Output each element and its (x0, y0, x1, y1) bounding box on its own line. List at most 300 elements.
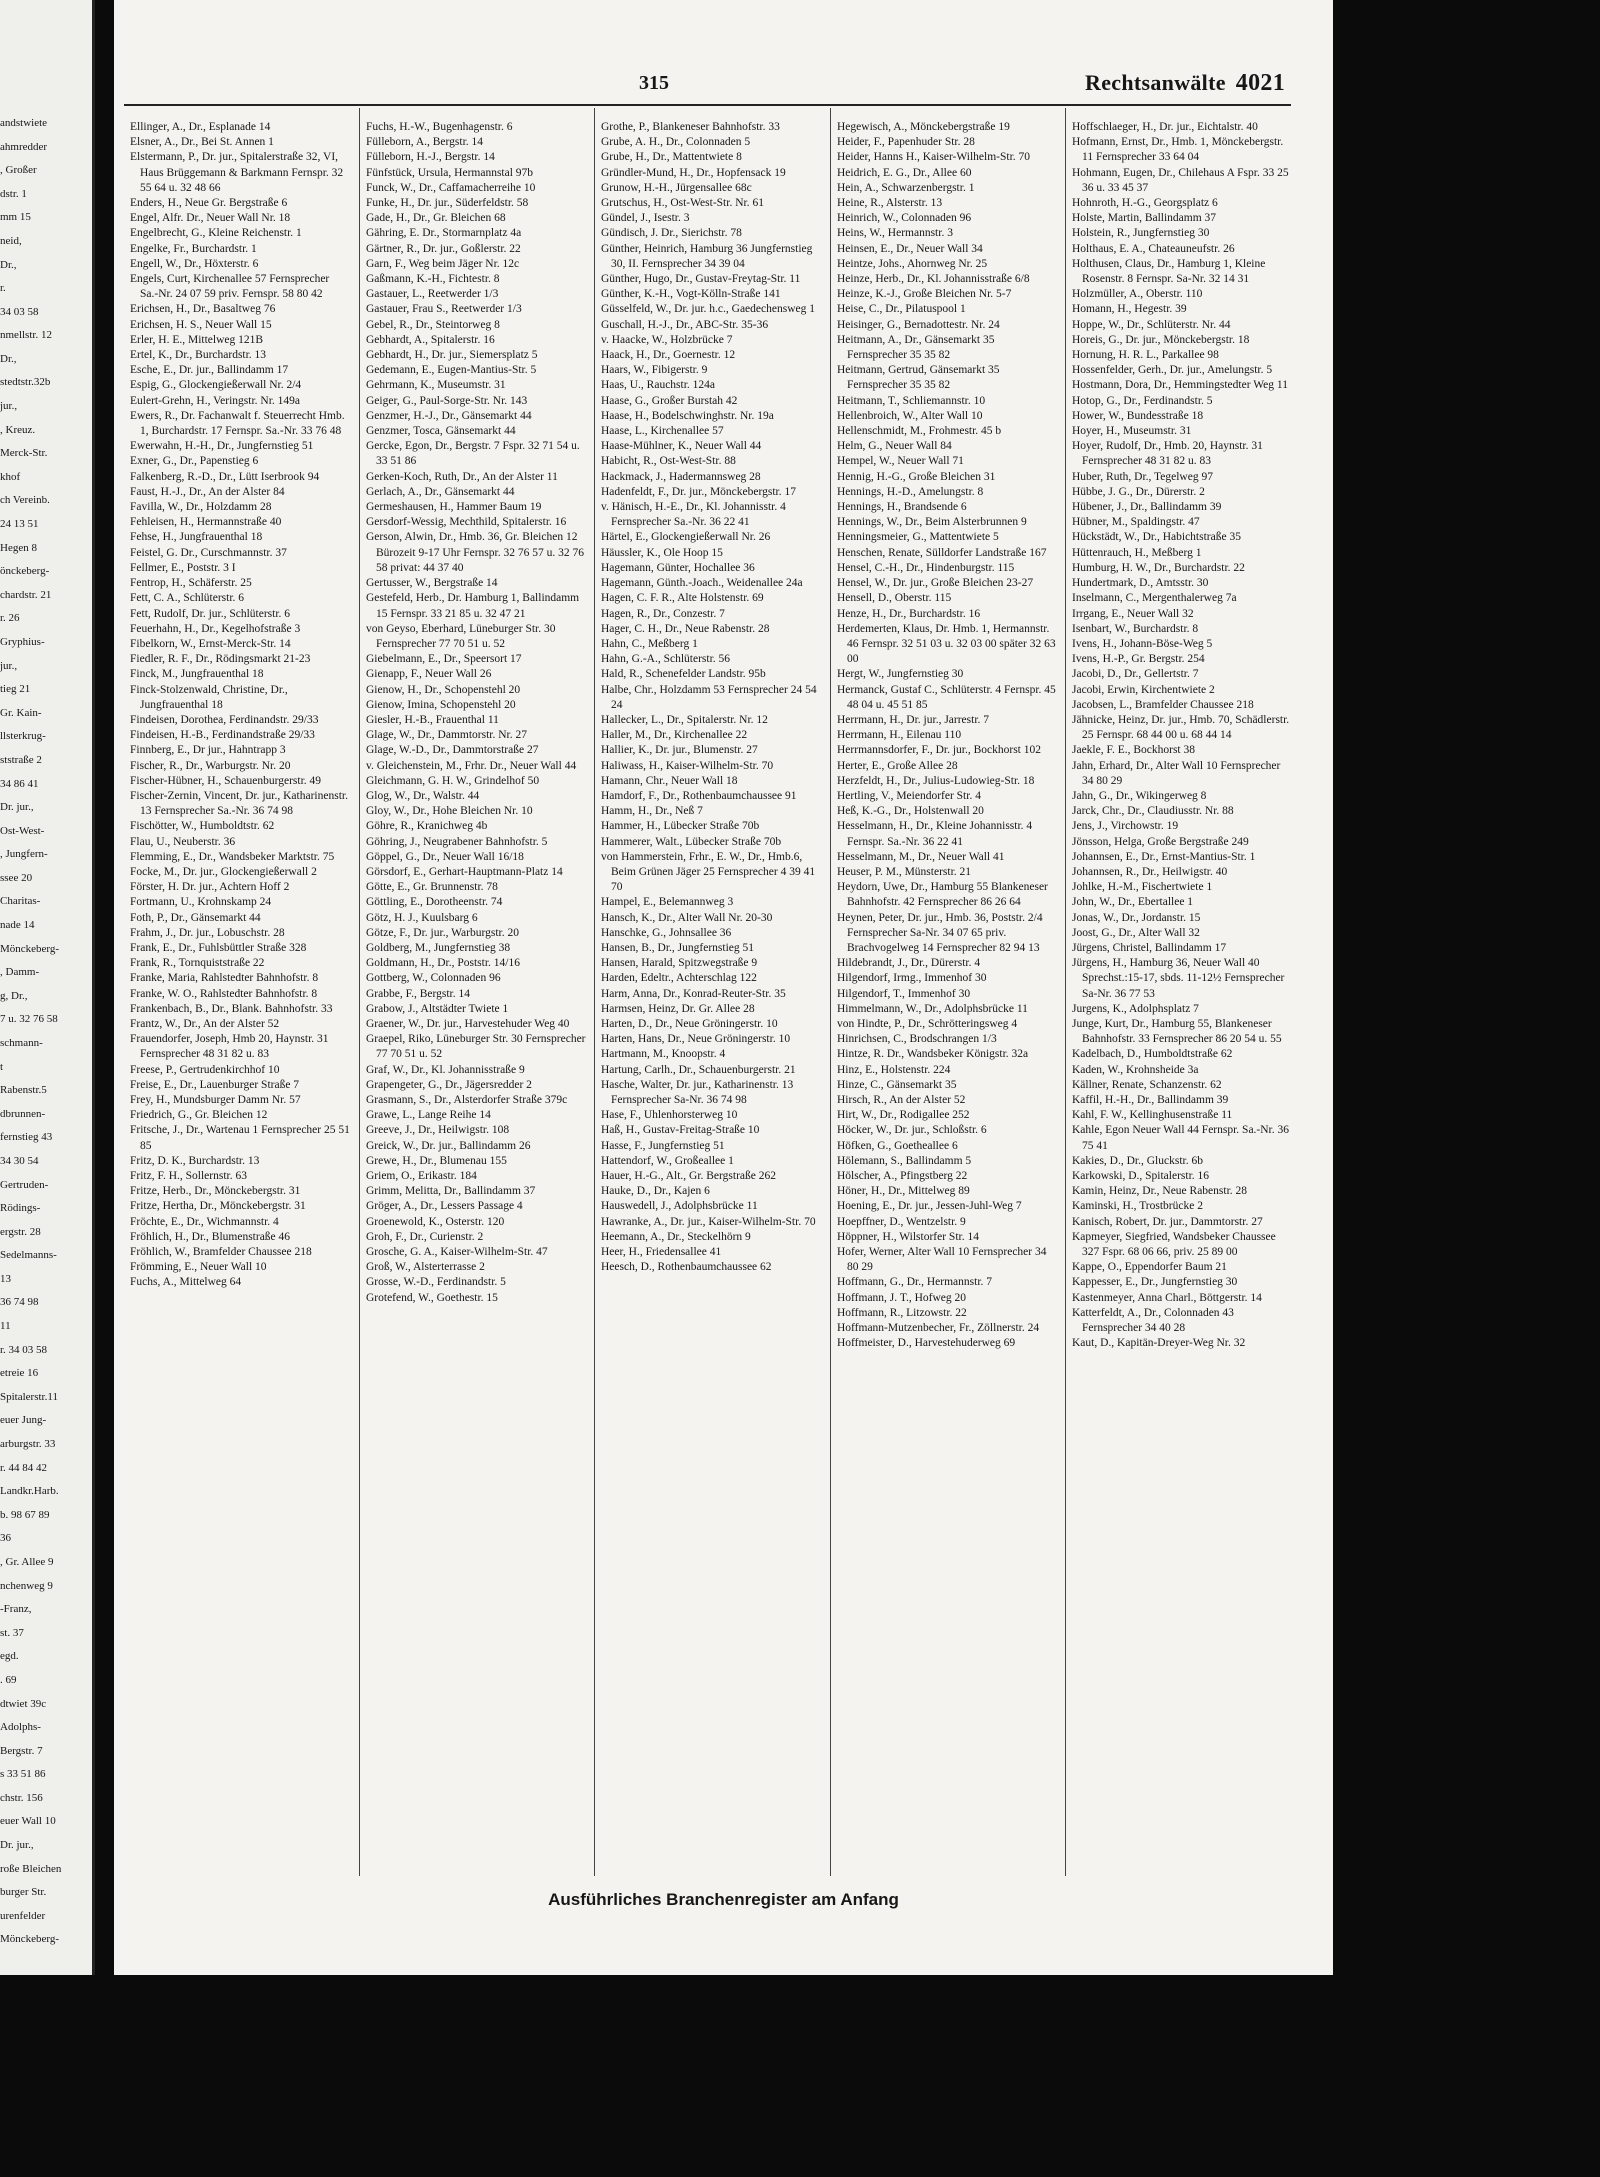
facing-page-fragment: ch Vereinb. (0, 494, 50, 507)
directory-entry: Göppel, G., Dr., Neuer Wall 16/18 (366, 850, 524, 863)
directory-entry: Heydorn, Uwe, Dr., Hamburg 55 Blankeneser Bahnhofstr. 42 Fernsprecher 86 26 64 (837, 881, 1048, 909)
directory-entry: Heer, H., Friedensallee 41 (601, 1246, 722, 1259)
directory-entry: Grimm, Melitta, Dr., Ballindamm 37 (366, 1185, 536, 1198)
directory-entry: Grosche, G. A., Kaiser-Wilhelm-Str. 47 (366, 1246, 548, 1259)
directory-entry: Jönsson, Helga, Große Bergstraße 249 (1072, 835, 1249, 848)
facing-page-fragment: 7 u. 32 76 58 (0, 1013, 58, 1026)
facing-page-fragment: dbrunnen- (0, 1107, 46, 1120)
directory-entry: Hensel, W., Dr. jur., Große Bleichen 23-27 (837, 577, 1034, 590)
directory-entry: Hölemann, S., Ballindamm 5 (837, 1154, 972, 1167)
directory-entry: Herter, E., Große Allee 28 (837, 759, 958, 772)
facing-page-fragment: andstwiete (0, 117, 48, 129)
directory-entry: Gersdorf-Wessig, Mechthild, Spitalerstr. 16 (366, 516, 567, 529)
directory-entry: Hager, C. H., Dr., Neue Rabenstr. 28 (601, 622, 770, 635)
directory-entry: Hirsch, R., An der Alster 52 (837, 1094, 966, 1106)
directory-entry: Ellinger, A., Dr., Esplanade 14 (130, 121, 271, 133)
directory-entry: Fröhlich, W., Bramfelder Chaussee 218 (130, 1246, 312, 1259)
directory-entry: Hückstädt, W., Dr., Habichtstraße 35 (1072, 531, 1241, 544)
directory-entry: Fritze, Hertha, Dr., Mönckebergstr. 31 (130, 1200, 306, 1213)
directory-entry: Huber, Ruth, Dr., Tegelweg 97 (1072, 470, 1213, 483)
directory-entry: Hansen, B., Dr., Jungfernstieg 51 (601, 941, 754, 954)
directory-entry: Gerken-Koch, Ruth, Dr., An der Alster 11 (366, 470, 558, 483)
directory-entry: Finck, M., Jungfrauenthal 18 (130, 668, 264, 681)
directory-entry: Jonas, W., Dr., Jordanstr. 15 (1072, 911, 1201, 924)
directory-entry: Jürgens, H., Hamburg 36, Neuer Wall 40 Sprechst.:15-17, sbds. 11-12½ Fernsprecher Sa-Nr. 36 77 53 (1072, 957, 1285, 1000)
directory-entry: Hübbe, J. G., Dr., Dürerstr. 2 (1072, 485, 1205, 498)
directory-entry: Jens, J., Virchowstr. 19 (1072, 820, 1179, 833)
facing-page-fragment: nade 14 (0, 919, 35, 932)
directory-entry: Jacobi, Erwin, Kirchentwiete 2 (1072, 683, 1215, 696)
directory-entry: Habicht, R., Ost-West-Str. 88 (601, 455, 736, 468)
directory-entry: von Hammerstein, Frhr., E. W., Dr., Hmb.6, Beim Grünen Jäger 25 Fernsprecher 4 39 41 70 (601, 850, 816, 894)
facing-page-fragment: önckeberg- (0, 565, 50, 578)
facing-page-fragment: burger Str. (0, 1886, 47, 1899)
directory-entry: Hase, F., Uhlenhorsterweg 10 (601, 1109, 738, 1122)
directory-entry: Hauswedell, J., Adolphsbrücke 11 (601, 1200, 758, 1213)
directory-entry: Holthusen, Claus, Dr., Hamburg 1, Kleine Rosenstr. 8 Fernspr. Sa-Nr. 32 14 31 (1072, 257, 1266, 286)
directory-entry: Hennings, W., Dr., Beim Alsterbrunnen 9 (837, 516, 1027, 529)
directory-entry: Hoffmann, G., Dr., Hermannstr. 7 (837, 1276, 993, 1289)
directory-entry: Grewe, H., Dr., Blumenau 155 (366, 1154, 507, 1167)
directory-entry: Kaminski, H., Trostbrücke 2 (1072, 1200, 1203, 1213)
section-title: Rechtsanwälte (1085, 70, 1226, 95)
directory-entry: Hackmack, J., Hadermannsweg 28 (601, 470, 761, 483)
directory-entry: Haack, H., Dr., Goernestr. 12 (601, 349, 736, 362)
directory-entry: Gerlach, A., Dr., Gänsemarkt 44 (366, 485, 515, 498)
previous-page-edge (0, 0, 95, 1975)
facing-page-fragment: chstr. 156 (0, 1791, 43, 1804)
directory-entry: Goldmann, H., Dr., Poststr. 14/16 (366, 957, 520, 970)
directory-entry: Feistel, G. Dr., Curschmannstr. 37 (130, 546, 287, 559)
facing-page-fragment: nchenweg 9 (0, 1579, 53, 1592)
directory-entry: Hinz, E., Holstenstr. 224 (837, 1063, 951, 1076)
directory-entry: Hoening, E., Dr. jur., Jessen-Juhl-Weg 7 (837, 1200, 1022, 1213)
directory-entry: Heine, R., Alsterstr. 13 (837, 197, 943, 210)
directory-entry: Hampel, E., Belemannweg 3 (601, 896, 734, 909)
facing-page-fragment: Sedelmanns- (0, 1249, 57, 1262)
directory-entry: Hein, A., Schwarzenbergstr. 1 (837, 181, 975, 194)
directory-entry: Hermanck, Gustaf C., Schlüterstr. 4 Fernspr. 45 48 04 u. 45 51 85 (837, 683, 1056, 711)
facing-page-fragment: Hegen 8 (0, 541, 37, 554)
directory-entry: Katterfeldt, A., Dr., Colonnaden 43 Fernsprecher 34 40 28 (1072, 1306, 1234, 1335)
directory-entry: Fett, C. A., Schlüterstr. 6 (130, 592, 245, 605)
directory-entry: Groh, F., Dr., Curienstr. 2 (366, 1230, 484, 1243)
directory-entry: Heinze, Herb., Dr., Kl. Johannisstraße 6/8 (837, 273, 1030, 286)
directory-entry: Falkenberg, R.-D., Dr., Lütt Iserbrook 94 (130, 470, 320, 483)
directory-entry: Jaekle, F. E., Bockhorst 38 (1072, 744, 1196, 757)
directory-entry: Fortmann, U., Krohnskamp 24 (130, 896, 272, 909)
directory-entry: Gade, H., Dr., Gr. Bleichen 68 (366, 212, 506, 225)
facing-page-fragment: schmann- (0, 1037, 43, 1049)
directory-entry: Grapengeter, G., Dr., Jägersredder 2 (366, 1078, 532, 1091)
directory-entry: Gähring, E. Dr., Stormarnplatz 4a (366, 227, 522, 240)
directory-entry: Harten, D., Dr., Neue Gröningerstr. 10 (601, 1017, 778, 1030)
directory-entry: Hanschke, G., Johnsallee 36 (601, 926, 732, 939)
listing-column-4 (837, 120, 1057, 1875)
directory-entry: Flemming, E., Dr., Wandsbeker Marktstr. 75 (130, 850, 335, 863)
directory-entry: Ewers, R., Dr. Fachanwalt f. Steuerrecht Hmb. 1, Burchardstr. 17 Fernspr. Sa.-Nr. 33 76 48 (130, 409, 345, 438)
directory-entry: Haas, U., Rauchstr. 124a (601, 379, 716, 392)
directory-entry: Ivens, H., Johann-Böse-Weg 5 (1072, 637, 1213, 650)
directory-entry: Jahn, Erhard, Dr., Alter Wall 10 Fernsprecher 34 80 29 (1072, 759, 1281, 787)
directory-entry: Genzmer, H.-J., Dr., Gänsemarkt 44 (366, 409, 532, 422)
facing-page-fragment: Bergstr. 7 (0, 1744, 43, 1757)
directory-entry: Gleichmann, G. H. W., Grindelhof 50 (366, 774, 540, 787)
directory-entry: Espig, G., Glockengießerwall Nr. 2/4 (130, 379, 302, 392)
facing-page-fragment: 24 13 51 (0, 518, 39, 531)
directory-entry: Hadenfeldt, F., Dr. jur., Mönckebergstr. 17 (601, 485, 796, 498)
directory-entry: Hahn, G.-A., Schlüterstr. 56 (601, 653, 731, 666)
directory-entry: Gertusser, W., Bergstraße 14 (366, 577, 498, 590)
directory-entry: Fuchs, H.-W., Bugenhagenstr. 6 (366, 121, 513, 133)
directory-entry: Höppner, H., Wilstorfer Str. 14 (837, 1230, 979, 1243)
facing-page-fragment: Adolphs- (0, 1721, 41, 1734)
directory-entry: Fülleborn, H.-J., Bergstr. 14 (366, 151, 495, 164)
directory-entry: Funck, W., Dr., Caffamacherreihe 10 (366, 181, 536, 194)
directory-entry: Gebhardt, A., Spitalerstr. 16 (366, 333, 495, 346)
facing-page-fragment: ststraße 2 (0, 753, 42, 766)
column-divider (830, 108, 831, 1876)
facing-page-fragment: , Jungfern- (0, 848, 48, 861)
directory-entry: Horeis, G., Dr. jur., Mönckebergstr. 18 (1072, 333, 1250, 346)
directory-entry: Engels, Curt, Kirchenallee 57 Fernsprecher Sa.-Nr. 24 07 59 priv. Fernspr. 58 80 42 (130, 273, 330, 301)
directory-entry: Heidrich, E. G., Dr., Allee 60 (837, 166, 972, 179)
directory-entry: Hirt, W., Dr., Rodigallee 252 (837, 1109, 970, 1122)
facing-page-fragment: neid, (0, 234, 22, 247)
directory-entry: Groß, W., Alsterterrasse 2 (366, 1261, 485, 1274)
directory-entry: Hinze, C., Gänsemarkt 35 (837, 1078, 957, 1091)
directory-entry: Eulert-Grehn, H., Veringstr. Nr. 149a (130, 394, 301, 407)
directory-entry: Fünfstück, Ursula, Hermannstal 97b (366, 166, 534, 179)
directory-entry: Hennig, H.-G., Große Bleichen 31 (837, 470, 996, 483)
directory-entry: Jahn, G., Dr., Wikingerweg 8 (1072, 789, 1207, 802)
facing-page-fragment: b. 98 67 89 (0, 1508, 50, 1521)
directory-entry: Fiedler, R. F., Dr., Rödingsmarkt 21-23 (130, 653, 311, 666)
directory-entry: Hoffmann, R., Litzowstr. 22 (837, 1306, 967, 1319)
directory-entry: Frankenbach, B., Dr., Blank. Bahnhofstr. 33 (130, 1002, 333, 1015)
directory-entry: Hennings, H.-D., Amelungstr. 8 (837, 485, 984, 498)
directory-entry: Enders, H., Neue Gr. Bergstraße 6 (130, 197, 288, 210)
directory-entry: v. Haacke, W., Holzbrücke 7 (601, 333, 733, 346)
directory-entry: Hamann, Chr., Neuer Wall 18 (601, 774, 738, 787)
directory-entry: Haars, W., Fibigerstr. 9 (601, 364, 708, 377)
directory-entry: Göhring, J., Neugrabener Bahnhofstr. 5 (366, 835, 548, 848)
directory-entry: Fischötter, W., Humboldtstr. 62 (130, 820, 275, 833)
directory-entry: Heintze, Johs., Ahornweg Nr. 25 (837, 257, 988, 270)
page-header (114, 72, 1333, 108)
facing-page-fragment: mm 15 (0, 211, 31, 224)
directory-entry: Gündel, J., Isestr. 3 (601, 212, 690, 225)
directory-entry: Gercke, Egon, Dr., Bergstr. 7 Fspr. 32 71 54 u. 33 51 86 (366, 440, 580, 468)
facing-page-fragment: s 33 51 86 (0, 1768, 46, 1781)
directory-entry: Hoyer, H., Museumstr. 31 (1072, 425, 1192, 438)
directory-entry: Höfken, G., Goetheallee 6 (837, 1139, 958, 1152)
directory-entry: Grube, H., Dr., Mattentwiete 8 (601, 151, 742, 164)
directory-entry: Geiger, G., Paul-Sorge-Str. Nr. 143 (366, 394, 528, 407)
facing-page-fragment: jur., (0, 659, 18, 672)
facing-page-fragment: st. 37 (0, 1626, 24, 1639)
directory-entry: Fritz, F. H., Sollernstr. 63 (130, 1170, 247, 1183)
facing-page-fragment: Ost-West- (0, 824, 45, 837)
directory-entry: Gerson, Alwin, Dr., Hmb. 36, Gr. Bleichen 12 Bürozeit 9-17 Uhr Fernspr. 32 76 57 u. 32 76 58 privat: 44 37 40 (366, 531, 584, 574)
directory-entry: Henningsmeier, G., Mattentwiete 5 (837, 531, 999, 544)
directory-entry: Grabow, J., Altstädter Twiete 1 (366, 1002, 509, 1015)
directory-entry: Jacobi, D., Dr., Gellertstr. 7 (1072, 668, 1199, 681)
directory-entry: Herzfeldt, H., Dr., Julius-Ludowieg-Str. 18 (837, 774, 1035, 787)
directory-entry: Kamin, Heinz, Dr., Neue Rabenstr. 28 (1072, 1185, 1248, 1198)
facing-page-fragment: 11 (0, 1320, 11, 1333)
directory-entry: Hübner, M., Spaldingstr. 47 (1072, 516, 1200, 529)
directory-entry: Faust, H.-J., Dr., An der Alster 84 (130, 485, 285, 498)
directory-number: 4021 (1235, 70, 1285, 96)
facing-page-fragment: 34 03 58 (0, 305, 39, 318)
directory-entry: Heuser, P. M., Münsterstr. 21 (837, 865, 972, 878)
directory-entry: Hertling, V., Meiendorfer Str. 4 (837, 789, 981, 802)
directory-entry: Fischer, R., Dr., Warburgstr. Nr. 20 (130, 759, 291, 772)
directory-entry: Haase, L., Kirchenallee 57 (601, 425, 724, 438)
facing-page-fragment: chardstr. 21 (0, 588, 52, 601)
directory-entry: Grasmann, S., Dr., Alsterdorfer Straße 379c (366, 1094, 568, 1106)
facing-page-fragment: Landkr.Harb. (0, 1485, 59, 1498)
directory-entry: Freese, P., Gertrudenkirchhof 10 (130, 1063, 280, 1076)
directory-entry: Frank, E., Dr., Fuhlsbüttler Straße 328 (130, 941, 307, 954)
directory-entry: Haase, H., Bodelschwinghstr. Nr. 19a (601, 409, 774, 422)
directory-entry: Erichsen, H. S., Neuer Wall 15 (130, 318, 272, 331)
directory-entry: Foth, P., Dr., Gänsemarkt 44 (130, 911, 261, 924)
directory-entry: Johlke, H.-M., Fischertwiete 1 (1072, 881, 1213, 894)
directory-entry: Fröchte, E., Dr., Wichmannstr. 4 (130, 1215, 279, 1228)
directory-entry: Engelke, Fr., Burchardstr. 1 (130, 242, 257, 255)
facing-page-fragment: Gryphius- (0, 635, 45, 648)
directory-entry: Focke, M., Dr. jur., Glockengießerwall 2 (130, 865, 317, 878)
directory-entry: Herrmann, H., Eilenau 110 (837, 729, 962, 742)
directory-entry: Erichsen, H., Dr., Basaltweg 76 (130, 303, 276, 316)
directory-entry: v. Gleichenstein, M., Frhr. Dr., Neuer Wall 44 (366, 759, 577, 772)
directory-entry: Hilgendorf, Irmg., Immenhof 30 (837, 972, 987, 985)
directory-entry: Gündisch, J. Dr., Sierichstr. 78 (601, 227, 742, 240)
directory-entry: Favilla, W., Dr., Holzdamm 28 (130, 501, 272, 514)
directory-entry: Hoffschlaeger, H., Dr. jur., Eichtalstr. 40 (1072, 121, 1258, 133)
facing-page-fragment: Charitas- (0, 895, 41, 908)
directory-entry: Gastauer, Frau S., Reetwerder 1/3 (366, 303, 522, 316)
directory-entry: Hawranke, A., Dr. jur., Kaiser-Wilhelm-Str. 70 (601, 1215, 816, 1228)
facing-page-fragment: khof (0, 470, 21, 483)
directory-entry: Hoffmeister, D., Harvestehuderweg 69 (837, 1337, 1016, 1350)
facing-page-fragment: ahmredder (0, 140, 48, 153)
directory-entry: Hahn, C., Meßberg 1 (601, 637, 698, 650)
directory-entry: Hoffmann-Mutzenbecher, Fr., Zöllnerstr. 24 (837, 1322, 1040, 1335)
column-divider (1065, 108, 1066, 1876)
directory-entry: Hinrichsen, C., Brodschrangen 1/3 (837, 1033, 997, 1046)
directory-entry: Feuerhahn, H., Dr., Kegelhofstraße 3 (130, 622, 301, 635)
directory-entry: Elstermann, P., Dr. jur., Spitalerstraße 32, VI, Haus Brüggemann & Barkmann Fernspr. 32 55 64 u. 32 48 66 (130, 151, 344, 194)
directory-entry: Förster, H. Dr. jur., Achtern Hoff 2 (130, 881, 290, 894)
directory-entry: Hesselmann, H., Dr., Kleine Johannisstr. 4 Fernspr. Sa.-Nr. 36 22 41 (837, 820, 1033, 848)
directory-entry: Hergt, W., Jungfernstieg 30 (837, 668, 964, 681)
facing-page-fragment: dstr. 1 (0, 187, 27, 200)
facing-page-fragment: roße Bleichen (0, 1862, 62, 1875)
directory-entry: Harten, Hans, Dr., Neue Gröningerstr. 10 (601, 1033, 791, 1046)
directory-entry: Hamm, H., Dr., Neß 7 (601, 805, 703, 818)
directory-entry: Gienapp, F., Neuer Wall 26 (366, 668, 492, 681)
directory-entry: Kaut, D., Kapitän-Dreyer-Weg Nr. 32 (1072, 1337, 1246, 1350)
directory-entry: Hamdorf, F., Dr., Rothenbaumchaussee 91 (601, 789, 797, 802)
directory-entry: Gastauer, L., Reetwerder 1/3 (366, 288, 499, 301)
facing-page-fragment: , Gr. Allee 9 (0, 1555, 54, 1568)
directory-entry: Hagen, R., Dr., Conzestr. 7 (601, 607, 725, 620)
directory-entry: Fülleborn, A., Bergstr. 14 (366, 136, 484, 149)
directory-entry: Griem, O., Erikastr. 184 (366, 1170, 477, 1183)
facing-page-fragment: r. 44 84 42 (0, 1461, 48, 1474)
column-divider (594, 108, 595, 1876)
directory-entry: Heesch, D., Rothenbaumchaussee 62 (601, 1261, 772, 1274)
directory-entry: Ertel, K., Dr., Burchardstr. 13 (130, 349, 267, 362)
directory-entry: John, W., Dr., Ebertallee 1 (1072, 896, 1194, 909)
facing-page-fragment: -Franz, (0, 1603, 32, 1616)
facing-page-fragment: jur., (0, 400, 18, 413)
directory-entry: Gärtner, R., Dr. jur., Goßlerstr. 22 (366, 242, 521, 255)
directory-page (114, 0, 1333, 1975)
directory-entry: Kanisch, Robert, Dr. jur., Dammtorstr. 27 (1072, 1215, 1263, 1228)
facing-page-fragment: r. (0, 282, 6, 295)
directory-entry: Haliwass, H., Kaiser-Wilhelm-Str. 70 (601, 759, 774, 772)
directory-entry: Flau, U., Neuberstr. 36 (130, 835, 236, 848)
directory-entry: Grabbe, F., Bergstr. 14 (366, 987, 470, 1000)
directory-entry: Haller, M., Dr., Kirchenallee 22 (601, 729, 748, 742)
facing-page-fragment: , Kreuz. (0, 423, 36, 436)
directory-entry: Halbe, Chr., Holzdamm 53 Fernsprecher 24 54 24 (601, 683, 817, 711)
directory-entry: Hammerer, Walt., Lübecker Straße 70b (601, 835, 782, 848)
directory-entry: Himmelmann, W., Dr., Adolphsbrücke 11 (837, 1002, 1028, 1015)
directory-entry: Ivens, H.-P., Gr. Bergstr. 254 (1072, 653, 1205, 666)
facing-page-fragment: Dr., (0, 258, 17, 271)
directory-entry: Franke, Maria, Rahlstedter Bahnhofstr. 8 (130, 972, 319, 985)
directory-entry: Götz, H. J., Kuulsbarg 6 (366, 911, 478, 924)
facing-page-fragment: tieg 21 (0, 683, 31, 696)
directory-entry: Heitmann, T., Schliemannstr. 10 (837, 394, 986, 407)
directory-entry: Henschen, Renate, Sülldorfer Landstraße 167 (837, 546, 1047, 559)
directory-entry: Greick, W., Dr. jur., Ballindamm 26 (366, 1139, 531, 1152)
directory-entry: Heemann, A., Dr., Steckelhörn 9 (601, 1230, 751, 1243)
directory-entry: Karkowski, D., Spitalerstr. 16 (1072, 1170, 1210, 1183)
directory-entry: Höcker, W., Dr. jur., Schloßstr. 6 (837, 1124, 987, 1137)
directory-entry: Esche, E., Dr. jur., Ballindamm 17 (130, 364, 289, 377)
directory-entry: Hempel, W., Neuer Wall 71 (837, 455, 964, 468)
directory-entry: Frey, H., Mundsburger Damm Nr. 57 (130, 1094, 301, 1106)
directory-entry: Hellenbroich, W., Alter Wall 10 (837, 409, 983, 422)
facing-page-fragment: g, Dr., (0, 989, 28, 1002)
directory-entry: Franke, W. O., Rahlstedter Bahnhofstr. 8 (130, 987, 318, 1000)
directory-entry: Humburg, H. W., Dr., Burchardstr. 22 (1072, 561, 1245, 574)
directory-entry: Inselmann, C., Mergenthalerweg 7a (1072, 592, 1237, 605)
facing-page-fragment: Dr. jur., (0, 801, 34, 814)
page-number: 315 (639, 72, 669, 94)
directory-entry: Haase-Mühlner, K., Neuer Wall 44 (601, 440, 762, 453)
directory-entry: Hoppe, W., Dr., Schlüterstr. Nr. 44 (1072, 318, 1231, 331)
directory-entry: von Geyso, Eberhard, Lüneburger Str. 30 Fernsprecher 77 70 51 u. 52 (366, 622, 556, 650)
directory-entry: Fröhlich, H., Dr., Blumenstraße 46 (130, 1230, 291, 1243)
directory-entry: Fellmer, E., Poststr. 3 I (130, 561, 236, 574)
directory-entry: Engel, Alfr. Dr., Neuer Wall Nr. 18 (130, 212, 291, 225)
facing-page-fragment: r. 34 03 58 (0, 1343, 48, 1356)
directory-entry: Ewerwahn, H.-H., Dr., Jungfernstieg 51 (130, 440, 314, 453)
facing-page-fragment: 36 74 98 (0, 1296, 39, 1309)
directory-entry: Hartung, Carlh., Dr., Schauenburgerstr. 21 (601, 1063, 796, 1076)
column-divider (359, 108, 360, 1876)
directory-entry: Hüttenrauch, H., Meßberg 1 (1072, 546, 1202, 559)
directory-entry: Källner, Renate, Schanzenstr. 62 (1072, 1078, 1222, 1091)
directory-entry: Gestefeld, Herb., Dr. Hamburg 1, Ballindamm 15 Fernspr. 33 21 85 u. 32 47 21 (366, 592, 580, 620)
directory-entry: Heinze, K.-J., Große Bleichen Nr. 5-7 (837, 288, 1012, 301)
directory-entry: v. Hänisch, H.-E., Dr., Kl. Johannisstr. 4 Fernsprecher Sa.-Nr. 36 22 41 (601, 501, 786, 529)
directory-entry: Kaffil, H.-H., Dr., Ballindamm 39 (1072, 1094, 1229, 1106)
directory-entry: Hölscher, A., Pfingstberg 22 (837, 1170, 968, 1183)
directory-entry: Gedemann, E., Eugen-Mantius-Str. 5 (366, 364, 537, 377)
directory-entry: Heß, K.-G., Dr., Holstenwall 20 (837, 805, 984, 818)
directory-entry: Grube, A. H., Dr., Colonnaden 5 (601, 136, 751, 149)
facing-page-fragment: 13 (0, 1272, 11, 1285)
directory-entry: Fentrop, H., Schäferstr. 25 (130, 577, 252, 590)
directory-entry: Fehleisen, H., Hermannstraße 40 (130, 516, 282, 529)
directory-entry: Homann, H., Hegestr. 39 (1072, 303, 1187, 316)
directory-entry: Junge, Kurt, Dr., Hamburg 55, Blankeneser Bahnhofstr. 33 Fernsprecher 86 20 54 u. 55 (1072, 1017, 1282, 1046)
directory-entry: Frauendorfer, Joseph, Hmb 20, Haynstr. 31 Fernsprecher 48 31 82 u. 83 (130, 1033, 329, 1061)
directory-entry: Hofer, Werner, Alter Wall 10 Fernsprecher 34 80 29 (837, 1246, 1047, 1274)
facing-page-fragment: , Damm- (0, 966, 40, 979)
directory-entry: Guschall, H.-J., Dr., ABC-Str. 35-36 (601, 318, 769, 331)
directory-entry: Hattendorf, W., Großeallee 1 (601, 1154, 734, 1167)
directory-entry: Hald, R., Schenefelder Landstr. 95b (601, 668, 766, 681)
directory-entry: Jacobsen, L., Bramfelder Chaussee 218 (1072, 698, 1254, 711)
facing-page-fragment: arburgstr. 33 (0, 1438, 56, 1451)
directory-entry: Kappe, O., Eppendorfer Baum 21 (1072, 1261, 1227, 1274)
directory-entry: Gienow, Imina, Schopenstehl 20 (366, 698, 516, 711)
facing-page-fragment: egd. (0, 1650, 19, 1663)
directory-entry: Hansch, K., Dr., Alter Wall Nr. 20-30 (601, 911, 773, 924)
directory-entry: Findeisen, H.-B., Ferdinandstraße 29/33 (130, 729, 315, 742)
directory-entry: Giebelmann, E., Dr., Speersort 17 (366, 653, 522, 666)
directory-entry: Kakies, D., Dr., Gluckstr. 6b (1072, 1154, 1203, 1167)
directory-entry: Finnberg, E., Dr jur., Hahntrapp 3 (130, 744, 286, 757)
directory-entry: Gebhardt, H., Dr. jur., Siemersplatz 5 (366, 349, 538, 362)
directory-entry: Findeisen, Dorothea, Ferdinandstr. 29/33 (130, 713, 319, 726)
directory-entry: Gienow, H., Dr., Schopenstehl 20 (366, 683, 521, 696)
directory-entry: Irrgang, E., Neuer Wall 32 (1072, 607, 1194, 620)
directory-entry: Güsselfeld, W., Dr. jur. h.c., Gaedechensweg 1 (601, 303, 815, 316)
directory-entry: Hallier, K., Dr. jur., Blumenstr. 27 (601, 744, 758, 757)
directory-entry: Göttling, E., Dorotheenstr. 74 (366, 896, 503, 909)
directory-entry: Frömming, E., Neuer Wall 10 (130, 1261, 267, 1274)
directory-entry: Heider, Hanns H., Kaiser-Wilhelm-Str. 70 (837, 151, 1031, 164)
directory-entry: Hammer, H., Lübecker Straße 70b (601, 820, 760, 833)
directory-entry: Fett, Rudolf, Dr. jur., Schlüterstr. 6 (130, 607, 291, 620)
page-title (1085, 70, 1285, 97)
directory-entry: Fritsche, J., Dr., Wartenau 1 Fernsprecher 25 51 85 (130, 1124, 350, 1152)
directory-entry: Fuchs, A., Mittelweg 64 (130, 1276, 242, 1289)
directory-entry: Hoepffner, D., Wentzelstr. 9 (837, 1215, 966, 1228)
facing-page-fragment: Gertruden- (0, 1178, 49, 1191)
directory-entry: Hauke, D., Dr., Kajen 6 (601, 1185, 710, 1198)
facing-page-fragment: Mönckeberg- (0, 942, 60, 955)
directory-entry: Hostmann, Dora, Dr., Hemmingstedter Weg 11 (1072, 379, 1288, 392)
directory-entry: Glage, W., Dr., Dammtorstr. Nr. 27 (366, 729, 527, 742)
directory-entry: Gaßmann, K.-H., Fichtestr. 8 (366, 273, 500, 286)
facing-page-fragment: ssee 20 (0, 871, 33, 884)
directory-entry: Hellenschmidt, M., Frohmestr. 45 b (837, 425, 1002, 438)
directory-entry: Hasche, Walter, Dr. jur., Katharinenstr. 13 Fernsprecher Sa-Nr. 36 74 98 (601, 1078, 794, 1106)
facing-page-fragment: stedtstr.32b (0, 376, 51, 389)
directory-entry: Hagemann, Günth.-Joach., Weidenallee 24a (601, 577, 803, 590)
